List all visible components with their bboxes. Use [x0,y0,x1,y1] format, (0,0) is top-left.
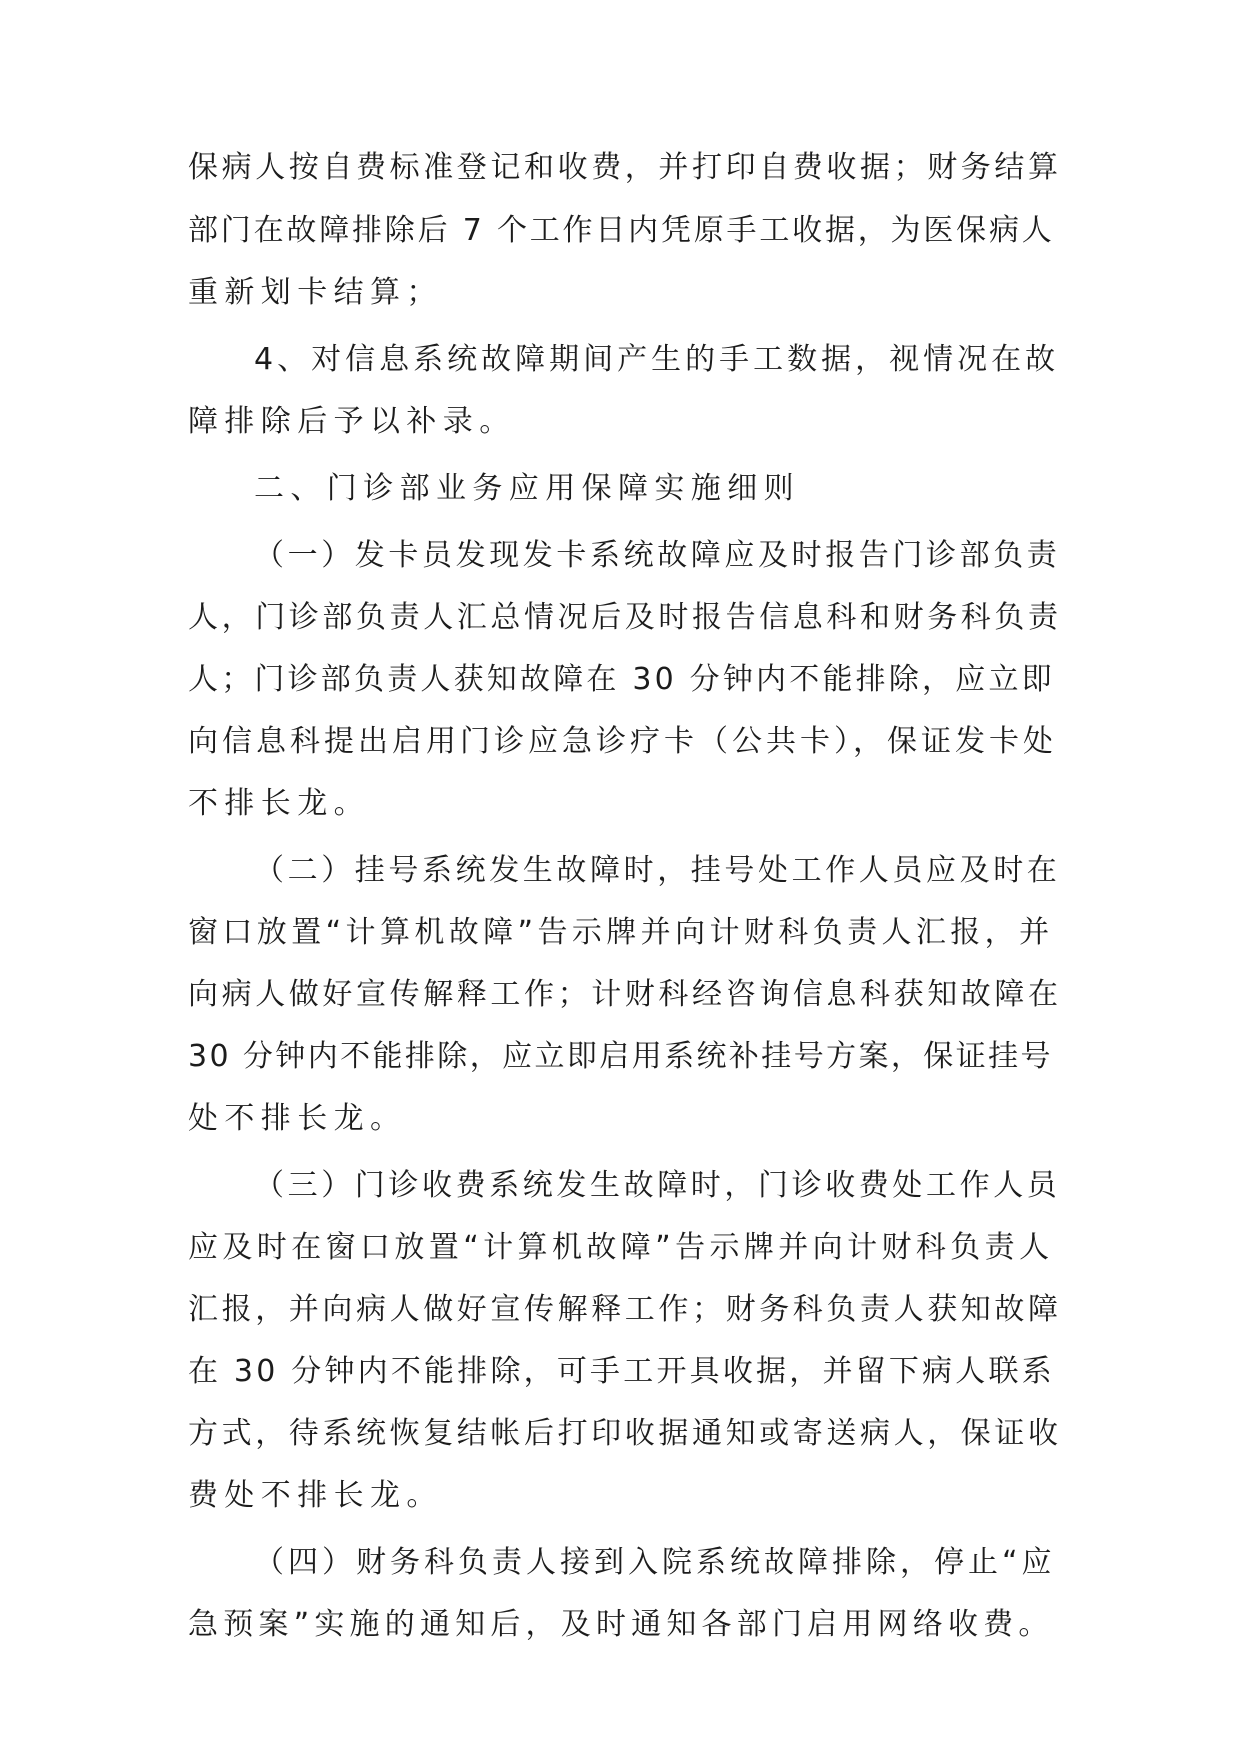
text-line: 在 30 分钟内不能排除，可手工开具收据，并留下病人联系 [188,1354,1055,1389]
text-line: 费处不排长龙。 [188,1478,443,1513]
text-line: 向信息科提出启用门诊应急诊疗卡（公共卡），保证发卡处 [188,724,1057,759]
text-line: 30 分钟内不能排除，应立即启用系统补挂号方案，保证挂号 [188,1039,1053,1074]
text-line: 处不排长龙。 [188,1101,407,1136]
text-line: 应及时在窗口放置“计算机故障”告示牌并向计财科负责人 [188,1230,1054,1265]
section-heading-text: 二、门诊部业务应用保障实施细则 [254,471,800,506]
text-line: （一）发卡员发现发卡系统故障应及时报告门诊部负责 [254,538,1061,573]
text-line: 障排除后予以补录。 [188,404,516,439]
text-line: （四）财务科负责人接到入院系统故障排除，停止“应 [254,1545,1056,1580]
text-line: （三）门诊收费系统发生故障时，门诊收费处工作人员 [254,1168,1061,1203]
text-line: 急预案”实施的通知后，及时通知各部门启用网络收费。 [188,1607,1054,1642]
text-line: 方式，待系统恢复结帐后打印收据通知或寄送病人，保证收 [188,1416,1062,1451]
text-line: 保病人按自费标准登记和收费，并打印自费收据；财务结算 [188,150,1062,185]
text-line: 重新划卡结算； [188,275,443,310]
text-line: （二）挂号系统发生故障时，挂号处工作人员应及时在 [254,853,1061,888]
text-line: 4、对信息系统故障期间产生的手工数据，视情况在故 [254,342,1060,377]
text-line: 不排长龙。 [188,786,370,821]
text-line: 部门在故障排除后 7 个工作日内凭原手工收据，为医保病人 [188,213,1055,248]
text-line: 人，门诊部负责人汇总情况后及时报告信息科和财务科负责 [188,600,1062,635]
text-line: 向病人做好宣传解释工作；计财科经咨询信息科获知故障在 [188,977,1062,1012]
text-line: 窗口放置“计算机故障”告示牌并向计财科负责人汇报，并 [188,915,1054,950]
text-line: 人；门诊部负责人获知故障在 30 分钟内不能排除，应立即 [188,662,1055,697]
text-line: 汇报，并向病人做好宣传解释工作；财务科负责人获知故障 [188,1292,1062,1327]
